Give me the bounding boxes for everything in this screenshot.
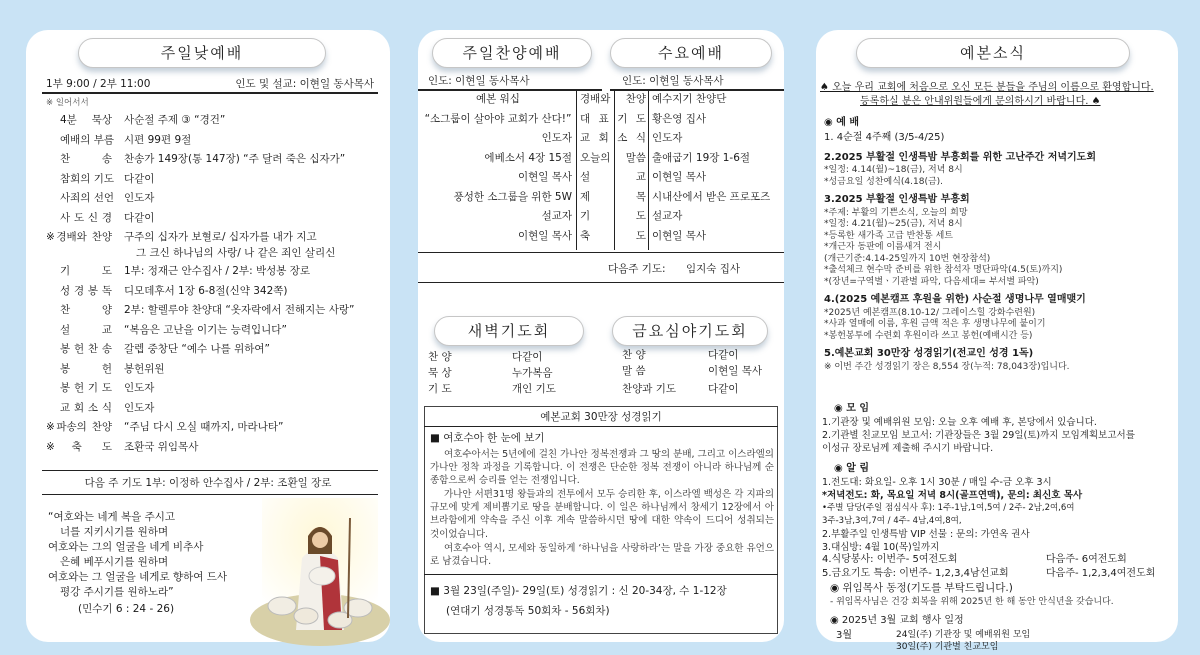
order-label: 봉 헌 기 도 <box>60 382 112 394</box>
order-value-text: 다같이 <box>124 172 155 185</box>
order-label: 4분 묵상 <box>60 114 112 126</box>
worship-order-row <box>46 283 386 303</box>
blessing-reference: (민수기 6 : 24 - 26) <box>78 603 175 615</box>
wednesday-label: 대 표 기 도 <box>580 112 646 125</box>
order-of-worship <box>46 112 386 458</box>
divider <box>42 470 378 471</box>
order-value-text: 인도자 <box>124 192 155 204</box>
section-meeting: ◉ 모 임 <box>834 403 870 414</box>
schedule-item: 30일(주) 기관별 친교모임 <box>896 642 999 652</box>
order-label: 설 교 <box>60 323 112 336</box>
shepherd-picture <box>262 498 378 630</box>
order-value-text: 디모데후서 1장 6-8절(신약 342쪽) <box>124 284 288 297</box>
bible-reading-paragraph: 여호수아서는 5년에에 걸친 가나안 정복전쟁과 그 땅의 분배, 그리고 이스라엘의 가나안 정착 과정을 기록합니다. 이 전쟁은 단순한 정복 전쟁이 아니라 하나님께 순종함으로써 승리를 얻는 전쟁입니다. <box>430 449 774 487</box>
notice-line: *출석체크 현수막 준비를 위한 참석자 명단파악(4.5(토)까지) <box>824 265 1063 275</box>
order-value <box>124 229 335 261</box>
friday-value: 다같이 <box>708 349 739 361</box>
notice-line: *2025년 예본캠프(8.10-12/ 그레이스힐 강화수련원) <box>824 307 1036 318</box>
worship-order-row <box>46 151 386 171</box>
blessing-line: 평강 주시기를 원하노라” <box>60 586 174 598</box>
welcome-line-2: 등록하실 분은 안내위원들에게 문의하시기 바랍니다. ♠ <box>860 96 1101 107</box>
next-week-prayer: 다음 주 기도 1부: 이정하 안수집사 / 2부: 조환일 장로 <box>84 477 332 489</box>
dawn-label: 찬 양 <box>428 351 452 363</box>
wednesday-label: 축 도 <box>580 229 646 242</box>
order-label: ※파송의 찬양 <box>46 421 112 433</box>
dawn-label: 묵 상 <box>428 367 452 379</box>
notice-line: *성금요일 성찬예식(4.18(금). <box>824 176 944 187</box>
sunday-praise-item: 이현일 목사 <box>517 171 572 183</box>
duty-friday-next: 다음주- 1,2,3,4여전도회 <box>1046 568 1156 579</box>
divider <box>610 89 784 91</box>
meeting-line: 1.기관장 및 예배위원 모임: 오늘 오후 예배 후, 본당에서 있습니다. <box>822 417 1097 428</box>
dawn-label: 기 도 <box>428 383 452 395</box>
order-value <box>124 171 154 186</box>
worship-order-row <box>46 302 386 322</box>
notice-line: ※ 이번 주간 성경읽기 장은 8,554 장(누적: 78,043장)입니다. <box>824 361 1070 372</box>
alarm-line: 2.부활주일 인생특밤 VIP 선물 : 문의: 가연옥 권사 <box>822 529 1030 540</box>
order-label: 사죄의 선언 <box>60 192 115 204</box>
bible-reading-title: 예본교회 30만장 성경읽기 <box>540 411 662 423</box>
duty-friday: 5.금요기도 특송: 이번주- 1,2,3,4남선교회 <box>822 568 1009 579</box>
notice-line: 2.2025 부활절 인생특밤 부흥회를 위한 고난주간 저녁기도회 <box>824 151 1096 163</box>
duty-kitchen-next: 다음주- 6여전도회 <box>1046 554 1127 565</box>
notice-line: *개근자 동판에 이름새겨 전시 <box>824 242 942 252</box>
worship-order-row <box>46 132 386 152</box>
divider <box>424 574 778 575</box>
divider <box>418 89 602 91</box>
worship-order-row <box>46 400 386 420</box>
notice-line: 5.예본교회 30만장 성경읽기(전교인 성경 1독) <box>824 348 1034 359</box>
order-value <box>124 380 154 395</box>
section-worship: ◉ 예 배 <box>824 117 860 128</box>
section-alarm: ◉ 알 림 <box>834 463 870 474</box>
worship-order-row <box>46 210 386 230</box>
blessing-line: “여호와는 네게 복을 주시고 <box>48 511 176 523</box>
order-value <box>124 322 287 337</box>
welcome-line: ♠ 오늘 우리 교회에 처음으로 오신 모든 분들을 주님의 이름으로 환영합니다. <box>820 82 1154 93</box>
duty-kitchen: 4.식당봉사: 이번주- 5여전도회 <box>822 554 958 565</box>
divider <box>42 494 378 495</box>
order-label: 찬 양 <box>60 304 112 316</box>
worship-order-row <box>46 322 386 342</box>
dawn-value: 누가복음 <box>512 367 553 379</box>
order-value <box>124 419 283 434</box>
dawn-value: 개인 기도 <box>512 383 556 395</box>
schedule-item: 24일(주) 기관장 및 예배위원 모임 <box>896 630 1031 640</box>
alarm-line: 1.전도대: 화요일- 오후 1시 30분 / 매일 수-금 오후 3시 <box>822 477 1052 488</box>
order-value <box>124 361 165 376</box>
notice-line: *일정: 4.21(월)~25(금), 저녁 8시 <box>824 219 963 229</box>
dawn-prayer-title: 새벽기도회 <box>434 316 584 346</box>
order-value <box>124 302 355 317</box>
wednesday-label: 경배와 찬양 <box>580 93 646 105</box>
worship-panel-2 <box>418 30 784 642</box>
sunday-praise-item: 풍성한 소그룹을 위한 5W <box>453 190 572 203</box>
friday-label: 말 씀 <box>622 365 646 377</box>
sunday-worship-panel <box>26 30 390 642</box>
alarm-line: *저녁전도: 화, 목요일 저녁 8시(골프연맥), 문의: 최신호 목사 <box>822 490 1083 501</box>
order-value-text: 찬송가 149장(통 147장) “주 달려 죽은 십자가” <box>124 153 346 165</box>
sunday-praise-item: 에베소서 4장 15절 <box>484 151 572 164</box>
bible-reading-schedule: (연대기 성경통독 50회차 - 56회차) <box>446 605 610 617</box>
wednesday-value: 인도자 <box>652 132 683 144</box>
bible-reading-paragraph: 여호수아 역시, 모세와 동일하게 ‘하나님을 사랑하라’는 말을 가장 중요한 유언으로 남겼습니다. <box>430 543 774 568</box>
sunday-praise-item: 예본 워십 <box>476 93 520 105</box>
order-value-text: 다같이 <box>124 211 155 224</box>
order-label: 교 회 소 식 <box>60 401 112 414</box>
divider <box>418 252 784 253</box>
wednesday-value: 시내산에서 받은 프로포즈 <box>652 190 771 203</box>
sunday-praise-item: “소그룹이 살아야 교회가 산다!” <box>424 112 572 125</box>
blessing-verse <box>48 510 227 617</box>
notice-line: *(장년=구역별ㆍ기관별 파악, 다음세대= 부서별 파악) <box>824 276 1039 287</box>
pastor-notice: - 위임목사님은 건강 회복을 위해 2025년 한 해 동안 안식년을 갖습니다. <box>830 597 1114 607</box>
bible-reading-paragraph: 가나안 서편31명 왕들과의 전투에서 모두 승리한 후, 이스라엘 백성은 각 지파의 규모에 맞게 제비뽑기로 땅을 분배합니다. 이 일은 하나님께서 창세기 12장에서 아브라함에게 약속을 주신 이후 계속 말씀하시던 땅에 대한 약속이 드디어 성취되는 것이었습니다. <box>430 489 774 540</box>
notice-line: 3.2025 부활절 인생특밤 부흥회 <box>824 194 970 205</box>
wednesday-value: 설교자 <box>652 210 683 222</box>
notice-line: 4.(2025 예본캠프 후원을 위한) 사순절 생명나무 열매맺기 <box>824 294 1086 305</box>
worship-order-row <box>46 190 386 210</box>
order-value <box>124 132 191 147</box>
church-news-panel <box>816 30 1178 652</box>
order-value <box>124 439 198 454</box>
wednesday-label: 기 도 <box>580 210 646 222</box>
section-pastor: ◉ 위임목사 동정(기도를 부탁드립니다.) <box>830 582 1013 594</box>
worship-order-row <box>46 112 386 132</box>
order-value <box>124 112 225 127</box>
order-value <box>124 400 154 415</box>
dawn-value: 다같이 <box>512 351 543 363</box>
wednesday-value: 예수지기 찬양단 <box>652 93 727 105</box>
sunday-praise-item: 인도자 <box>541 132 572 144</box>
order-label: 봉 헌 <box>60 362 112 375</box>
order-value-text: 2부: 할렐루야 찬양대 “옷자락에서 전해지는 사랑” <box>124 304 355 316</box>
wednesday-leader: 인도: 이현일 동사목사 <box>622 75 724 87</box>
order-label: 기 도 <box>60 265 112 277</box>
order-value-text: 그 크신 하나님의 사랑/ 나 같은 죄인 살리신 <box>136 247 336 259</box>
order-value-text: 조환국 위임목사 <box>124 440 199 453</box>
sunday-praise-item: 설교자 <box>541 210 572 222</box>
notice-line: *사과 열매에 이름, 후원 금액 적은 후 생명나무에 붙이기 <box>824 319 1046 329</box>
order-value <box>124 283 288 298</box>
order-label: ※경배와 찬양 <box>46 231 112 243</box>
order-value <box>124 341 270 356</box>
order-label: 성 경 봉 독 <box>60 284 112 297</box>
friday-value: 이현일 목사 <box>708 365 763 377</box>
blessing-line: 너를 지키시기를 원하며 <box>60 526 169 538</box>
wednesday-title: 수요예배 <box>610 38 772 68</box>
service-leader: 인도 및 설교: 이현일 동사목사 <box>235 78 374 90</box>
service-time: 1부 9:00 / 2부 11:00 <box>46 78 151 90</box>
bible-reading-subtitle: ■ 여호수아 한 눈에 보기 <box>430 432 545 444</box>
order-value <box>124 263 310 278</box>
wednesday-label: 설 교 <box>580 171 646 183</box>
order-label: ※축 도 <box>46 440 112 453</box>
order-value-text: 구주의 십자가 보혈로/ 십자가를 내가 지고 <box>124 231 317 243</box>
notice-line: (개근기준:4.14-25일까지 10번 현장참석) <box>824 253 991 264</box>
section-schedule: ◉ 2025년 3월 교회 행사 일정 <box>830 615 964 626</box>
order-value-text: 인도자 <box>124 382 155 394</box>
worship-order-row <box>46 171 386 191</box>
order-value-text: 갈렙 중창단 “예수 나를 위하여” <box>124 343 270 355</box>
order-value-text: 봉헌위원 <box>124 362 165 375</box>
notice-line: *주제: 부활의 기쁜소식, 오늘의 희망 <box>824 207 968 218</box>
worship-order-row <box>46 380 386 400</box>
sunday-praise-title: 주일찬양예배 <box>432 38 592 68</box>
worship-order-row <box>46 263 386 283</box>
notice-line: 1. 4순절 4주째 (3/5-4/25) <box>824 132 945 143</box>
wednesday-value: 황은영 집사 <box>652 112 707 125</box>
sunday-praise-leader: 인도: 이현일 동사목사 <box>428 75 530 87</box>
blessing-line: 은혜 베푸시기를 원하며 <box>60 556 169 568</box>
order-value-text: “주님 다시 오실 때까지, 마라나타” <box>124 421 284 433</box>
notice-line: *봉헌봉투에 수련회 후원이라 쓰고 봉헌(예배시간 등) <box>824 330 1033 341</box>
alarm-line: 3주-3남,3여,7여 / 4주- 4남,4여,8여, <box>822 516 962 526</box>
alarm-line: 3.대심방: 4월 10(목)일까지 <box>822 542 940 553</box>
order-label: 사 도 신 경 <box>60 211 112 224</box>
order-value <box>124 151 345 166</box>
wednesday-value: 이현일 목사 <box>652 171 707 183</box>
wednesday-label: 교 회 소 식 <box>580 132 646 144</box>
friday-value: 다같이 <box>708 383 739 395</box>
alarm-line: •주별 담당(주일 점심식사 후): 1주-1남,1여,5여 / 2주- 2남,2여,6여 <box>822 503 1075 513</box>
worship-order-row <box>46 419 386 439</box>
sunday-praise-item: 이현일 목사 <box>517 229 572 242</box>
order-label: 찬 송 <box>60 153 112 165</box>
order-label: 봉 헌 찬 송 <box>60 343 112 355</box>
standing-note: ※ 일어서서 <box>46 98 89 108</box>
order-value-text: “복음은 고난을 이기는 능력입니다” <box>124 323 287 336</box>
blessing-line: 여호와는 그 얼굴을 네게로 향하여 드사 <box>48 571 227 583</box>
friday-label: 찬 양 <box>622 349 646 361</box>
worship-order-row <box>46 361 386 381</box>
wednesday-value: 출애굽기 19장 1-6절 <box>652 151 751 164</box>
next-prayer-label: 다음주 기도: <box>608 263 666 275</box>
order-label: 참회의 기도 <box>60 172 115 185</box>
notice-line: *일정: 4.14(월)~18(금), 저녁 8시 <box>824 165 963 175</box>
meeting-line: 2.기관별 친교모임 보고서: 기관장들은 3월 29일(토)까지 모임계획보고서를 <box>822 430 1135 441</box>
order-value-text: 인도자 <box>124 401 155 414</box>
worship-order-row <box>46 439 386 459</box>
worship-order-row <box>46 229 386 263</box>
blessing-line: 여호와는 그의 얼굴을 네게 비추사 <box>48 541 204 553</box>
sunday-worship-title: 주일낮예배 <box>78 38 326 68</box>
divider <box>418 282 784 283</box>
wednesday-value: 이현일 목사 <box>652 229 707 242</box>
wednesday-label: 제 목 <box>580 190 646 203</box>
order-label: 예배의 부름 <box>60 133 115 146</box>
friday-label: 찬양과 기도 <box>622 383 677 395</box>
order-value <box>124 210 154 225</box>
church-news-title: 예본소식 <box>856 38 1130 68</box>
bible-reading-week: ■ 3월 23일(주일)- 29일(토) 성경읽기 : 신 20-34장, 수 1-12장 <box>430 585 727 597</box>
order-value-text: 1부: 정재근 안수집사 / 2부: 박성봉 장로 <box>124 265 311 277</box>
meeting-line: 이성규 장로님께 제출해 주시기 바랍니다. <box>822 443 994 454</box>
next-prayer-name: 임지숙 집사 <box>686 263 741 275</box>
order-value-text: 사순절 주제 ③ “경건” <box>124 114 226 126</box>
divider <box>424 426 778 427</box>
order-value <box>124 190 154 205</box>
divider <box>648 90 649 250</box>
worship-order-row <box>46 341 386 361</box>
wednesday-label: 오늘의 말씀 <box>580 151 646 164</box>
notice-line: *등록한 새가족 고급 반찬통 세트 <box>824 230 953 241</box>
schedule-month: 3월 <box>836 630 853 641</box>
friday-prayer-title: 금요심야기도회 <box>612 316 768 346</box>
order-value-text: 시편 99편 9절 <box>124 133 192 146</box>
divider <box>42 92 378 94</box>
